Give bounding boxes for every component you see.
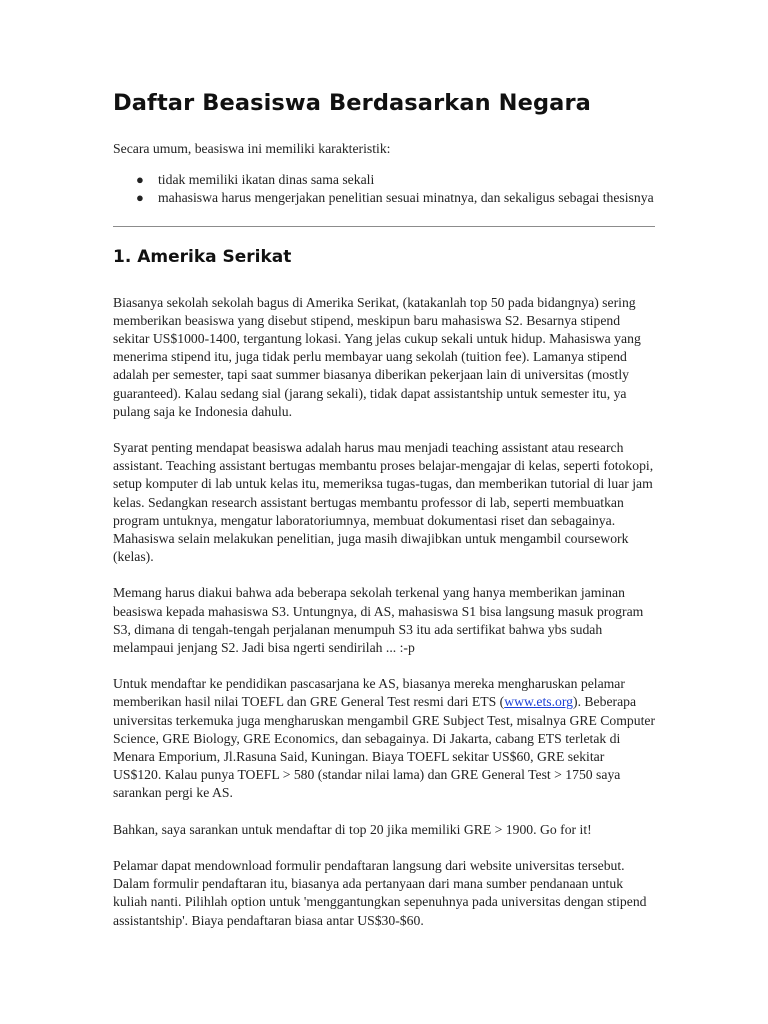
characteristics-list — [113, 171, 655, 207]
page-title: Daftar Beasiswa Berdasarkan Negara — [113, 90, 591, 116]
list-item-text: mahasiswa harus mengerjakan penelitian sesuai minatnya, dan sekaligus sebagai thesisnya — [158, 190, 654, 206]
paragraph-text: Untuk mendaftar ke pendidikan pascasarjana ke AS, biasanya mereka mengharuskan pelamar memberikan hasil nilai TOEFL dan GRE General Test resmi dari ETS ( — [113, 676, 625, 710]
paragraph-application-form: Pelamar dapat mendownload formulir pendaftaran langsung dari website universitas tersebut. Dalam formulir pendaftaran itu, biasanya ada pertanyaan dari mana sumber pendanaan untuk kuliah nanti. Pilihlah option untuk 'menggantungkan sepenuhnya pada universitas dengan stipend assistantship'. Biaya pendaftaran biasa antar US$30-$60. — [113, 857, 647, 928]
paragraph-requirements: Syarat penting mendapat beasiswa adalah harus mau menjadi teaching assistant atau research assistant. Teaching assistant bertugas membantu proses belajar-mengajar di kelas, seperti fotokopi, setup komputer di lab untuk kelas itu, memeriksa tugas-tugas, dan memberikan tutorial di luar jam kelas. Sedangkan research assistant bertugas membantu professor di lab, seperti membuatkan program untuknya, mengatur laboratoriumnya, membuat dokumentasi riset dan sebagainya. Mahasiswa selain melakukan penelitian, juga masih diwajibkan untuk mengambil coursework (kelas). — [113, 440, 654, 565]
ets-link[interactable]: www.ets.org — [504, 694, 574, 710]
paragraph-s3-programs: Memang harus diakui bahwa ada beberapa sekolah terkenal yang hanya memberikan jaminan beasiswa kepada mahasiswa S3. Untungnya, di AS, mahasiswa S1 bisa langsung masuk program S3, dimana di tengah-tengah perjalanan menumpuh S3 itu ada sertifikat bahwa ybs sudah melampaui jenjang S2. Jadi bisa ngerti sendirilah ... :-p — [113, 585, 644, 656]
intro-text: Secara umum, beasiswa ini memiliki karakteristik: — [113, 141, 391, 156]
list-item — [136, 171, 655, 189]
paragraph-recommendation: Bahkan, saya sarankan untuk mendaftar di top 20 jika memiliki GRE > 1900. Go for it! — [113, 821, 592, 837]
paragraph-text: ). Beberapa universitas terkemuka juga mengharuskan mengambil GRE Subject Test, misalnya GRE Computer Science, GRE Biology, GRE Economics, dan sebagainya. Di Jakarta, cabang ETS terletak di Menara Emporium, Jl.Rasuna Said, Kuningan. Biaya TOEFL sekitar US$60, GRE sekitar US$120. Kalau punya TOEFL > 580 (standar nilai lama) dan GRE General Test > 1750 saya sarankan pergi ke AS. — [113, 694, 655, 801]
list-item — [136, 189, 655, 207]
document-content — [113, 88, 655, 930]
section-heading: 1. Amerika Serikat — [113, 246, 292, 267]
paragraph-registration — [113, 675, 655, 802]
paragraph-stipend: Biasanya sekolah sekolah bagus di Amerika Serikat, (katakanlah top 50 pada bidangnya) sering memberikan beasiswa yang disebut stipend, meskipun baru mahasiswa S2. Besarnya stipend sekitar US$1000-1400, tergantung lokasi. Yang jelas cukup sekali untuk hidup. Mahasiswa yang menerima stipend itu, juga tidak perlu membayar uang sekolah (tuition fee). Lamanya stipend adalah per semester, tapi saat summer biasanya diberikan pekerjaan lain di universitas (mostly guaranteed). Kalau sedang sial (jarang sekali), tidak dapat assistantship untuk semester itu, ya pulang saja ke Indonesia dahulu. — [113, 294, 641, 419]
section-divider — [113, 226, 655, 227]
bullet-icon: ● — [136, 190, 144, 206]
list-item-text: tidak memiliki ikatan dinas sama sekali — [158, 172, 375, 188]
bullet-icon: ● — [136, 172, 144, 188]
